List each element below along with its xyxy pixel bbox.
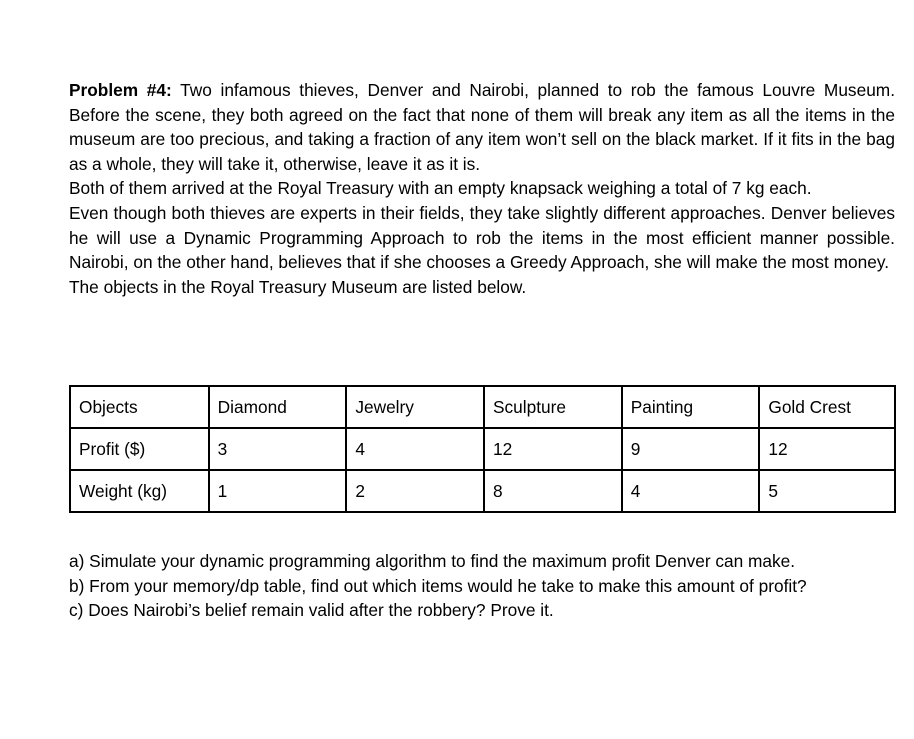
question-c: c) Does Nairobi’s belief remain valid after the robbery? Prove it.	[69, 600, 554, 621]
table-row-objects	[70, 386, 895, 428]
table-cell: 5	[759, 470, 895, 512]
table-cell: Objects	[70, 386, 209, 428]
table-cell: 4	[346, 428, 484, 470]
question-b: b) From your memory/dp table, find out which items would he take to make this amount of profit?	[69, 575, 807, 596]
table-cell: Jewelry	[346, 386, 484, 428]
table-cell: 4	[622, 470, 760, 512]
knapsack-paragraph: Both of them arrived at the Royal Treasury with an empty knapsack weighing a total of 7 kg each.	[69, 178, 812, 199]
problem-intro-paragraph	[69, 78, 895, 176]
questions-list	[69, 549, 859, 623]
problem-statement	[69, 78, 895, 299]
table-cell: Sculpture	[484, 386, 622, 428]
table-row-profit	[70, 428, 895, 470]
table-cell: 12	[759, 428, 895, 470]
table-cell: 3	[209, 428, 347, 470]
table-cell: 12	[484, 428, 622, 470]
problem-heading: Problem #4:	[69, 80, 172, 100]
table-cell: Profit ($)	[70, 428, 209, 470]
table-cell: 2	[346, 470, 484, 512]
table-cell: 8	[484, 470, 622, 512]
table-row-weight	[70, 470, 895, 512]
question-a: a) Simulate your dynamic programming algorithm to find the maximum profit Denver can make.	[69, 551, 796, 571]
table-cell: Diamond	[209, 386, 347, 428]
table-cell: Gold Crest	[759, 386, 895, 428]
table-cell: Weight (kg)	[70, 470, 209, 512]
objects-table	[69, 385, 896, 513]
table-cell: Painting	[622, 386, 760, 428]
table-cell: 9	[622, 428, 760, 470]
approaches-paragraph: Even though both thieves are experts in their fields, they take slightly different approaches. Denver believes he will use a Dynamic Programming Approach to rob the items in the most efficient manner possible. Nairobi, on the other hand, believes that if she chooses a Greedy Approach, she will make the most money.	[69, 202, 895, 273]
problem-intro-text: Two infamous thieves, Denver and Nairobi, planned to rob the famous Louvre Museum. Before the scene, they both agreed on the fact that none of them will break any item as all the items in the museum are too precious, and taking a fraction of any item won’t sell on the black market. If it fits in the bag as a whole, they will take it, otherwise, leave it as it is.	[69, 80, 895, 174]
objects-listing-paragraph: The objects in the Royal Treasury Museum are listed below.	[69, 276, 527, 297]
table-cell: 1	[209, 470, 347, 512]
